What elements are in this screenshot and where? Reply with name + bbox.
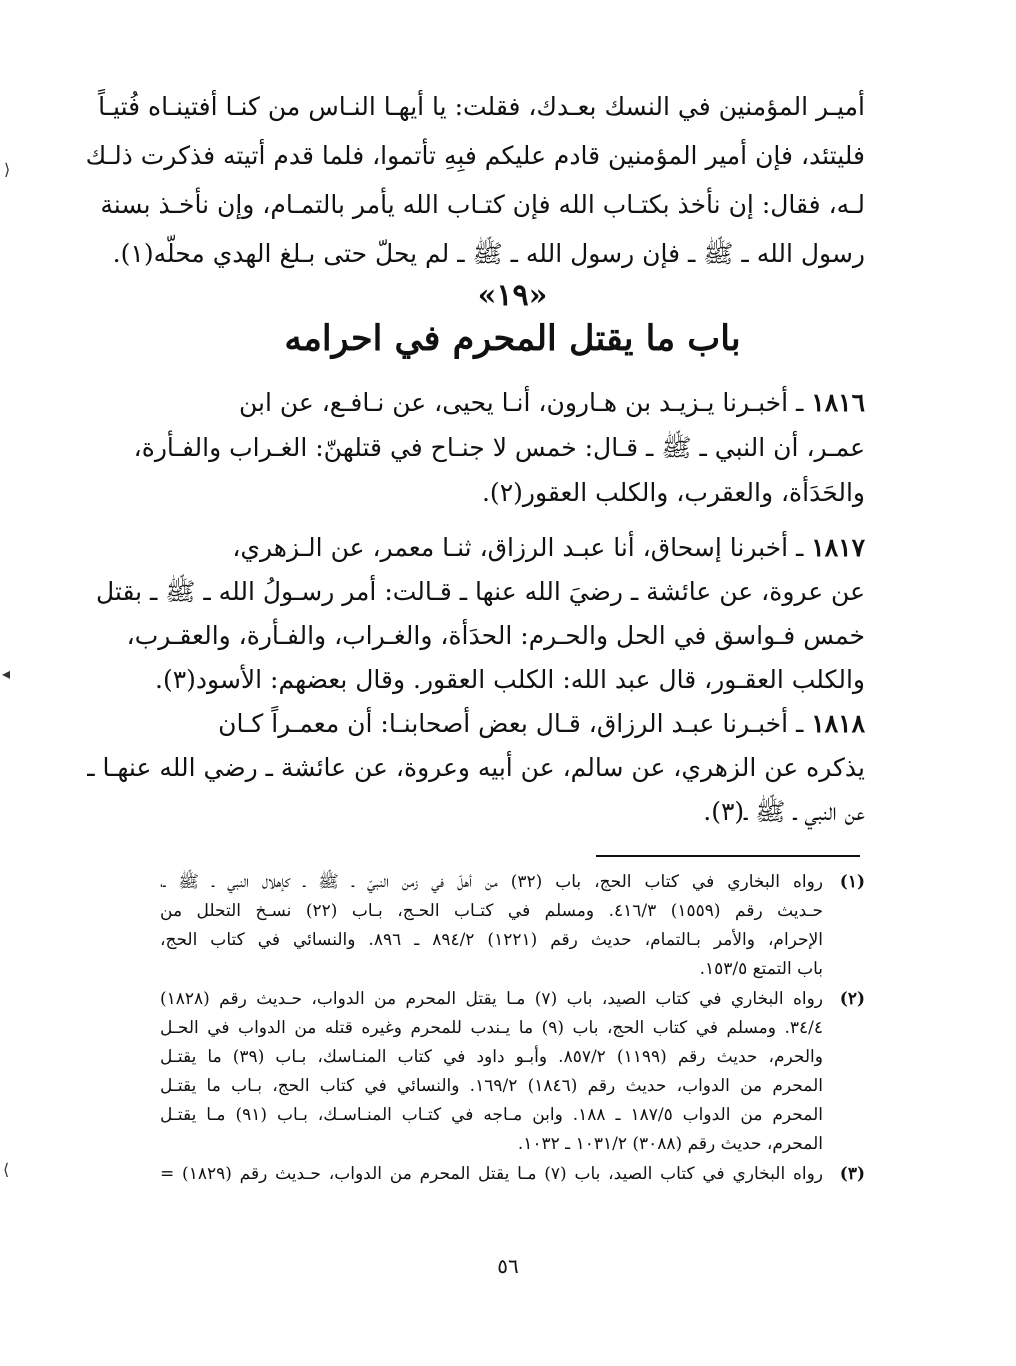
footnote-line: والحرم، حديث رقم (١١٩٩) ٨٥٧/٢. وأبـو داود في كتاب المنـاسك، بـاب (٣٩) ما يقتـل bbox=[160, 1047, 823, 1067]
footnote-line: رواه البخاري في كتاب الصيد، باب (٧) مـا يقتل المحرم من الدواب، حـديث رقم (١٨٢٨) bbox=[160, 989, 823, 1009]
footnote-line: المحرم من الدواب، حديث رقم (١٨٤٦) ١٦٩/٢. والنسائي في كتاب الحج، بـاب ما يقتـل bbox=[160, 1076, 823, 1096]
scan-mark: ◂ bbox=[2, 664, 11, 683]
intro-line: فليتئد، فإن أمير المؤمنين قادم عليكم فبِهِ تأتموا، فلما قدم أتيته فذكرت ذلـك bbox=[85, 141, 865, 170]
scan-mark: ⟩ bbox=[4, 160, 11, 179]
hadith-number: ١٨١٦ bbox=[811, 388, 865, 417]
hadith-1816 bbox=[133, 380, 865, 515]
footnote-line: رواه البخاري في كتاب الحج، باب (٣٢) من أهلّ في زمن النبيّ ـ ﷺ ـ كإهلال النبي ـ ﷺ ـ، bbox=[160, 872, 824, 892]
intro-paragraph bbox=[85, 82, 865, 278]
hadith-first-line bbox=[160, 702, 865, 746]
footnote-line: الإحرام، والأمر بـالتمام، حديث رقم (١٢٢١) ٨٩٤/٢ ـ ٨٩٦. والنسائي في كتاب الحج، bbox=[160, 930, 823, 950]
footnotes bbox=[160, 868, 865, 1190]
intro-line: رسول الله ـ ﷺ ـ فإن رسول الله ـ ﷺ ـ لم يحلّ حتى بـلغ الهدي محلّه(١). bbox=[112, 239, 865, 268]
hadith-line: ـ أخبرنا إسحاق، أنا عبـد الرزاق، ثنـا معمر، عن الـزهري، bbox=[232, 533, 804, 562]
section-title: باب ما يقتل المحرم في احرامه bbox=[284, 318, 741, 359]
footnote-line: ٣٤/٤. ومسلم في كتاب الحج، باب (٩) ما يـندب للمحرم وغيره قتله من الدواب في الحـل bbox=[160, 1018, 824, 1038]
intro-line: لـه، فقال: إن نأخذ بكتـاب الله فإن كتـاب الله يأمر بالتمـام، وإن نأخـذ بسنة bbox=[100, 190, 865, 219]
hadith-line: ـ أخبـرنا عبـد الرزاق، قـال بعض أصحابنـا: أن معمـراً كـان bbox=[218, 709, 804, 738]
hadith-first-line bbox=[160, 380, 865, 425]
footnote-number: (١) bbox=[839, 872, 865, 892]
hadith-line: عن عروة، عن عائشة ـ رضيَ الله عنها ـ قـالت: أمر رسـولُ الله ـ ﷺ ـ بقتل bbox=[95, 577, 865, 606]
footnote-line: رواه البخاري في كتاب الصيد، باب (٧) مـا يقتل المحرم من الدواب، حـديث رقم (١٨٢٩) = bbox=[160, 1164, 824, 1184]
footnote-line: حـديث رقم (١٥٥٩) ٤١٦/٣. ومسلم في كتـاب الحـج، بـاب (٢٢) نسـخ التحلل من bbox=[160, 901, 823, 921]
hadith-number: ١٨١٧ bbox=[811, 533, 865, 562]
footnote-3 bbox=[160, 1160, 865, 1189]
scan-mark: ⟨ bbox=[3, 1160, 10, 1179]
hadith-1817 bbox=[95, 526, 865, 702]
intro-line: أميـر المؤمنين في النسك بعـدك، فقلت: يا أيهـا النـاس من كنـا أفتينـاه فُتيـاً bbox=[98, 92, 865, 121]
hadith-1818 bbox=[87, 702, 865, 834]
footnote-divider bbox=[596, 855, 860, 857]
hadith-line: والحَدَأة، والعقرب، والكلب العقور(٢). bbox=[481, 478, 865, 507]
hadith-line: يذكره عن الزهري، عن سالم، عن أبيه وعروة، عن عائشة ـ رضي الله عنهـا ـ bbox=[87, 753, 865, 782]
footnote-number: (٣) bbox=[839, 1164, 865, 1184]
hadith-line: والكلب العقـور، قال عبد الله: الكلب العقور. وقال بعضهم: الأسود(٣). bbox=[155, 665, 865, 694]
hadith-line: خمس فـواسق في الحل والحـرم: الحدَأة، والغـراب، والفـأرة، والعقـرب، bbox=[126, 621, 865, 650]
hadith-first-line bbox=[160, 526, 865, 570]
footnote-2 bbox=[160, 985, 865, 1159]
footnote-1 bbox=[160, 868, 865, 984]
hadith-number: ١٨١٨ bbox=[811, 709, 865, 738]
footnote-line: المحرم من الدواب ١٨٧/٥ ـ ١٨٨. وابن مـاجه في كتـاب المنـاسـك، بـاب (٩١) مـا يقتـل bbox=[160, 1105, 823, 1125]
hadith-line: عمـر، أن النبي ـ ﷺ ـ قـال: خمس لا جنـاح في قتلهنّ: الغـراب والفـأرة، bbox=[133, 433, 865, 462]
footnote-line: المحرم، حديث رقم (٣٠٨٨) ١٠٣١/٢ ـ ١٠٣٢. bbox=[517, 1134, 823, 1154]
hadith-line: ـ أخبـرنا يـزيـد بن هـارون، أنـا يحيى، عن نـافـع، عن ابن bbox=[238, 388, 804, 417]
hadith-line: عن النبي ـ ﷺ ـ(٣). bbox=[703, 797, 865, 826]
section-number: «١٩» bbox=[477, 278, 548, 313]
page-number: ٥٦ bbox=[497, 1254, 519, 1278]
footnote-line: باب التمتع ١٥٣/٥. bbox=[699, 959, 823, 979]
footnote-number: (٢) bbox=[839, 989, 865, 1009]
